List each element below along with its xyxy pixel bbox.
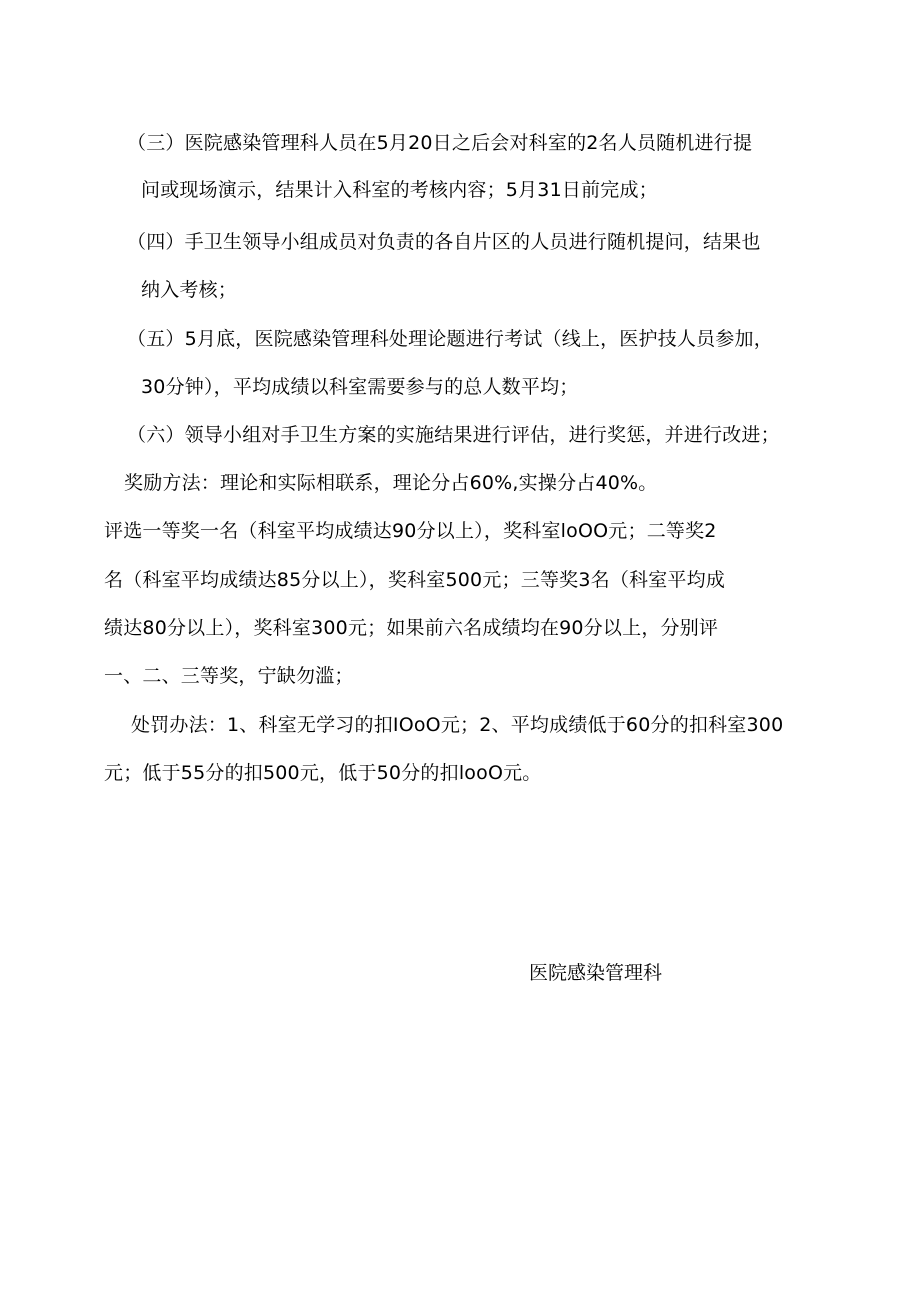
reward-detail-line3: 绩达80分以上），奖科室300元；如果前六名成绩均在90分以上，分别评 bbox=[104, 617, 719, 639]
item5-line1: （五）5月底，医院感染管理科处理论题进行考试（线上，医护技人员参加， bbox=[127, 328, 773, 350]
reward-detail-line4: 一、二、三等奖，宁缺勿滥； bbox=[104, 665, 354, 687]
signature-department: 医院感染管理科 bbox=[529, 962, 663, 984]
item4-line2: 纳入考核； bbox=[141, 279, 238, 301]
reward-detail-line2: 名（科室平均成绩达85分以上），奖科室500元；三等奖3名（科室平均成 bbox=[104, 569, 726, 591]
reward-method-line: 奖励方法：理论和实际相联系，理论分占60%,实操分占40%。 bbox=[124, 472, 658, 494]
penalty-line1: 处罚办法：1、科室无学习的扣IOoO元；2、平均成绩低于60分的扣科室300 bbox=[131, 714, 784, 736]
reward-detail-line1: 评选一等奖一名（科室平均成绩达90分以上），奖科室loOO元；二等奖2 bbox=[104, 520, 717, 542]
item5-line2: 30分钟），平均成绩以科室需要参与的总人数平均； bbox=[141, 376, 579, 398]
item3-line2: 问或现场演示，结果计入科室的考核内容；5月31日前完成； bbox=[141, 179, 658, 201]
item4-line1: （四）手卫生领导小组成员对负责的各自片区的人员进行随机提问，结果也 bbox=[127, 231, 761, 253]
item6-line1: （六）领导小组对手卫生方案的实施结果进行评估，进行奖惩，并进行改进； bbox=[127, 424, 780, 446]
penalty-line2: 元；低于55分的扣500元，低于50分的扣looO元。 bbox=[104, 762, 542, 784]
item3-line1: （三）医院感染管理科人员在5月20日之后会对科室的2名人员随机进行提 bbox=[127, 132, 753, 154]
